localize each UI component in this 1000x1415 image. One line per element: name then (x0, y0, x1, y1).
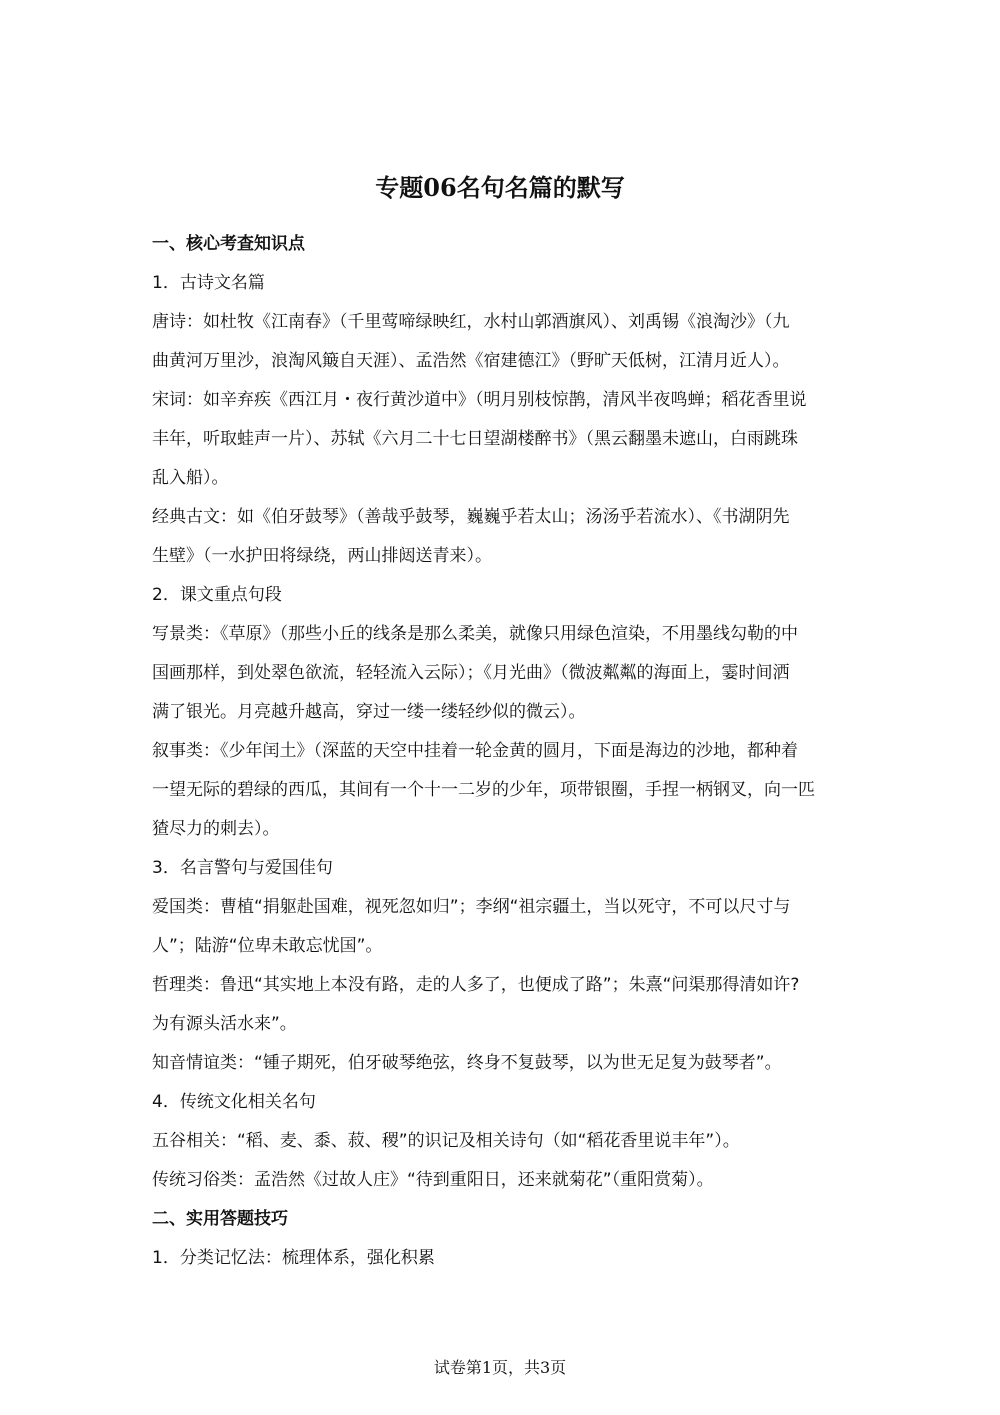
page-title: 专题06名句名篇的默写 (375, 173, 625, 202)
text-line: 1．古诗文名篇 (152, 273, 265, 293)
text-line: 猹尽力的刺去）。 (152, 819, 280, 839)
text-line: 3．名言警句与爱国佳句 (152, 858, 333, 878)
text-line: 4．传统文化相关名句 (152, 1092, 316, 1112)
text-line: 爱国类：曹植“捐躯赴国难，视死忽如归”；李纲“祖宗疆土，当以死守，不可以尺寸与 (152, 897, 791, 917)
text-line: 为有源头活水来”。 (152, 1014, 297, 1034)
text-line: 国画那样，到处翠色欲流，轻轻流入云际）；《月光曲》（微波粼粼的海面上，霎时间洒 (152, 663, 790, 683)
text-line: 乱入船）。 (152, 468, 229, 488)
text-line: 五谷相关：“稻、麦、黍、菽、稷”的识记及相关诗句（如“稻花香里说丰年”）。 (152, 1131, 740, 1151)
text-line: 一望无际的碧绿的西瓜，其间有一个十一二岁的少年，项带银圈，手捏一柄钢叉，向一匹 (152, 780, 815, 800)
text-line: 经典古文：如《伯牙鼓琴》（善哉乎鼓琴，巍巍乎若太山；汤汤乎若流水）、《书湖阴先 (152, 507, 790, 527)
document-body (152, 228, 862, 1281)
text-line: 1．分类记忆法：梳理体系，强化积累 (152, 1248, 435, 1268)
text-line: 人”；陆游“位卑未敢忘忧国”。 (152, 936, 383, 956)
text-line: 满了银光。月亮越升越高，穿过一缕一缕轻纱似的微云）。 (152, 702, 586, 722)
text-line: 2．课文重点句段 (152, 585, 282, 605)
text-line: 曲黄河万里沙，浪淘风簸自天涯）、孟浩然《宿建德江》（野旷天低树，江清月近人）。 (152, 351, 790, 371)
text-line: 叙事类：《少年闰土》（深蓝的天空中挂着一轮金黄的圆月，下面是海边的沙地，都种着 (152, 741, 798, 761)
text-line: 生壁》（一水护田将绿绕，两山排闼送青来）。 (152, 546, 492, 566)
text-line: 知音情谊类：“锺子期死，伯牙破琴绝弦，终身不复鼓琴，以为世无足复为鼓琴者”。 (152, 1053, 782, 1073)
text-line: 丰年，听取蛙声一片）、苏轼《六月二十七日望湖楼醉书》（黑云翻墨未遮山，白雨跳珠 (152, 429, 798, 449)
text-line: 宋词：如辛弃疾《西江月・夜行黄沙道中》（明月别枝惊鹊，清风半夜鸣蝉；稻花香里说 (152, 390, 807, 410)
text-line: 写景类：《草原》（那些小丘的线条是那么柔美，就像只用绿色渲染，不用墨线勾勒的中 (152, 624, 798, 644)
text-line: 传统习俗类：孟浩然《过故人庄》“待到重阳日，还来就菊花”（重阳赏菊）。 (152, 1170, 714, 1190)
text-line: 哲理类：鲁迅“其实地上本没有路，走的人多了，也便成了路”；朱熹“问渠那得清如许? (152, 975, 800, 995)
page-footer: 试卷第1页，共3页 (433, 1358, 567, 1377)
section-heading: 二、实用答题技巧 (152, 1209, 288, 1229)
section-heading: 一、核心考查知识点 (152, 234, 305, 254)
text-line: 唐诗：如杜牧《江南春》（千里莺啼绿映红，水村山郭酒旗风）、刘禹锡《浪淘沙》（九 (152, 312, 790, 332)
